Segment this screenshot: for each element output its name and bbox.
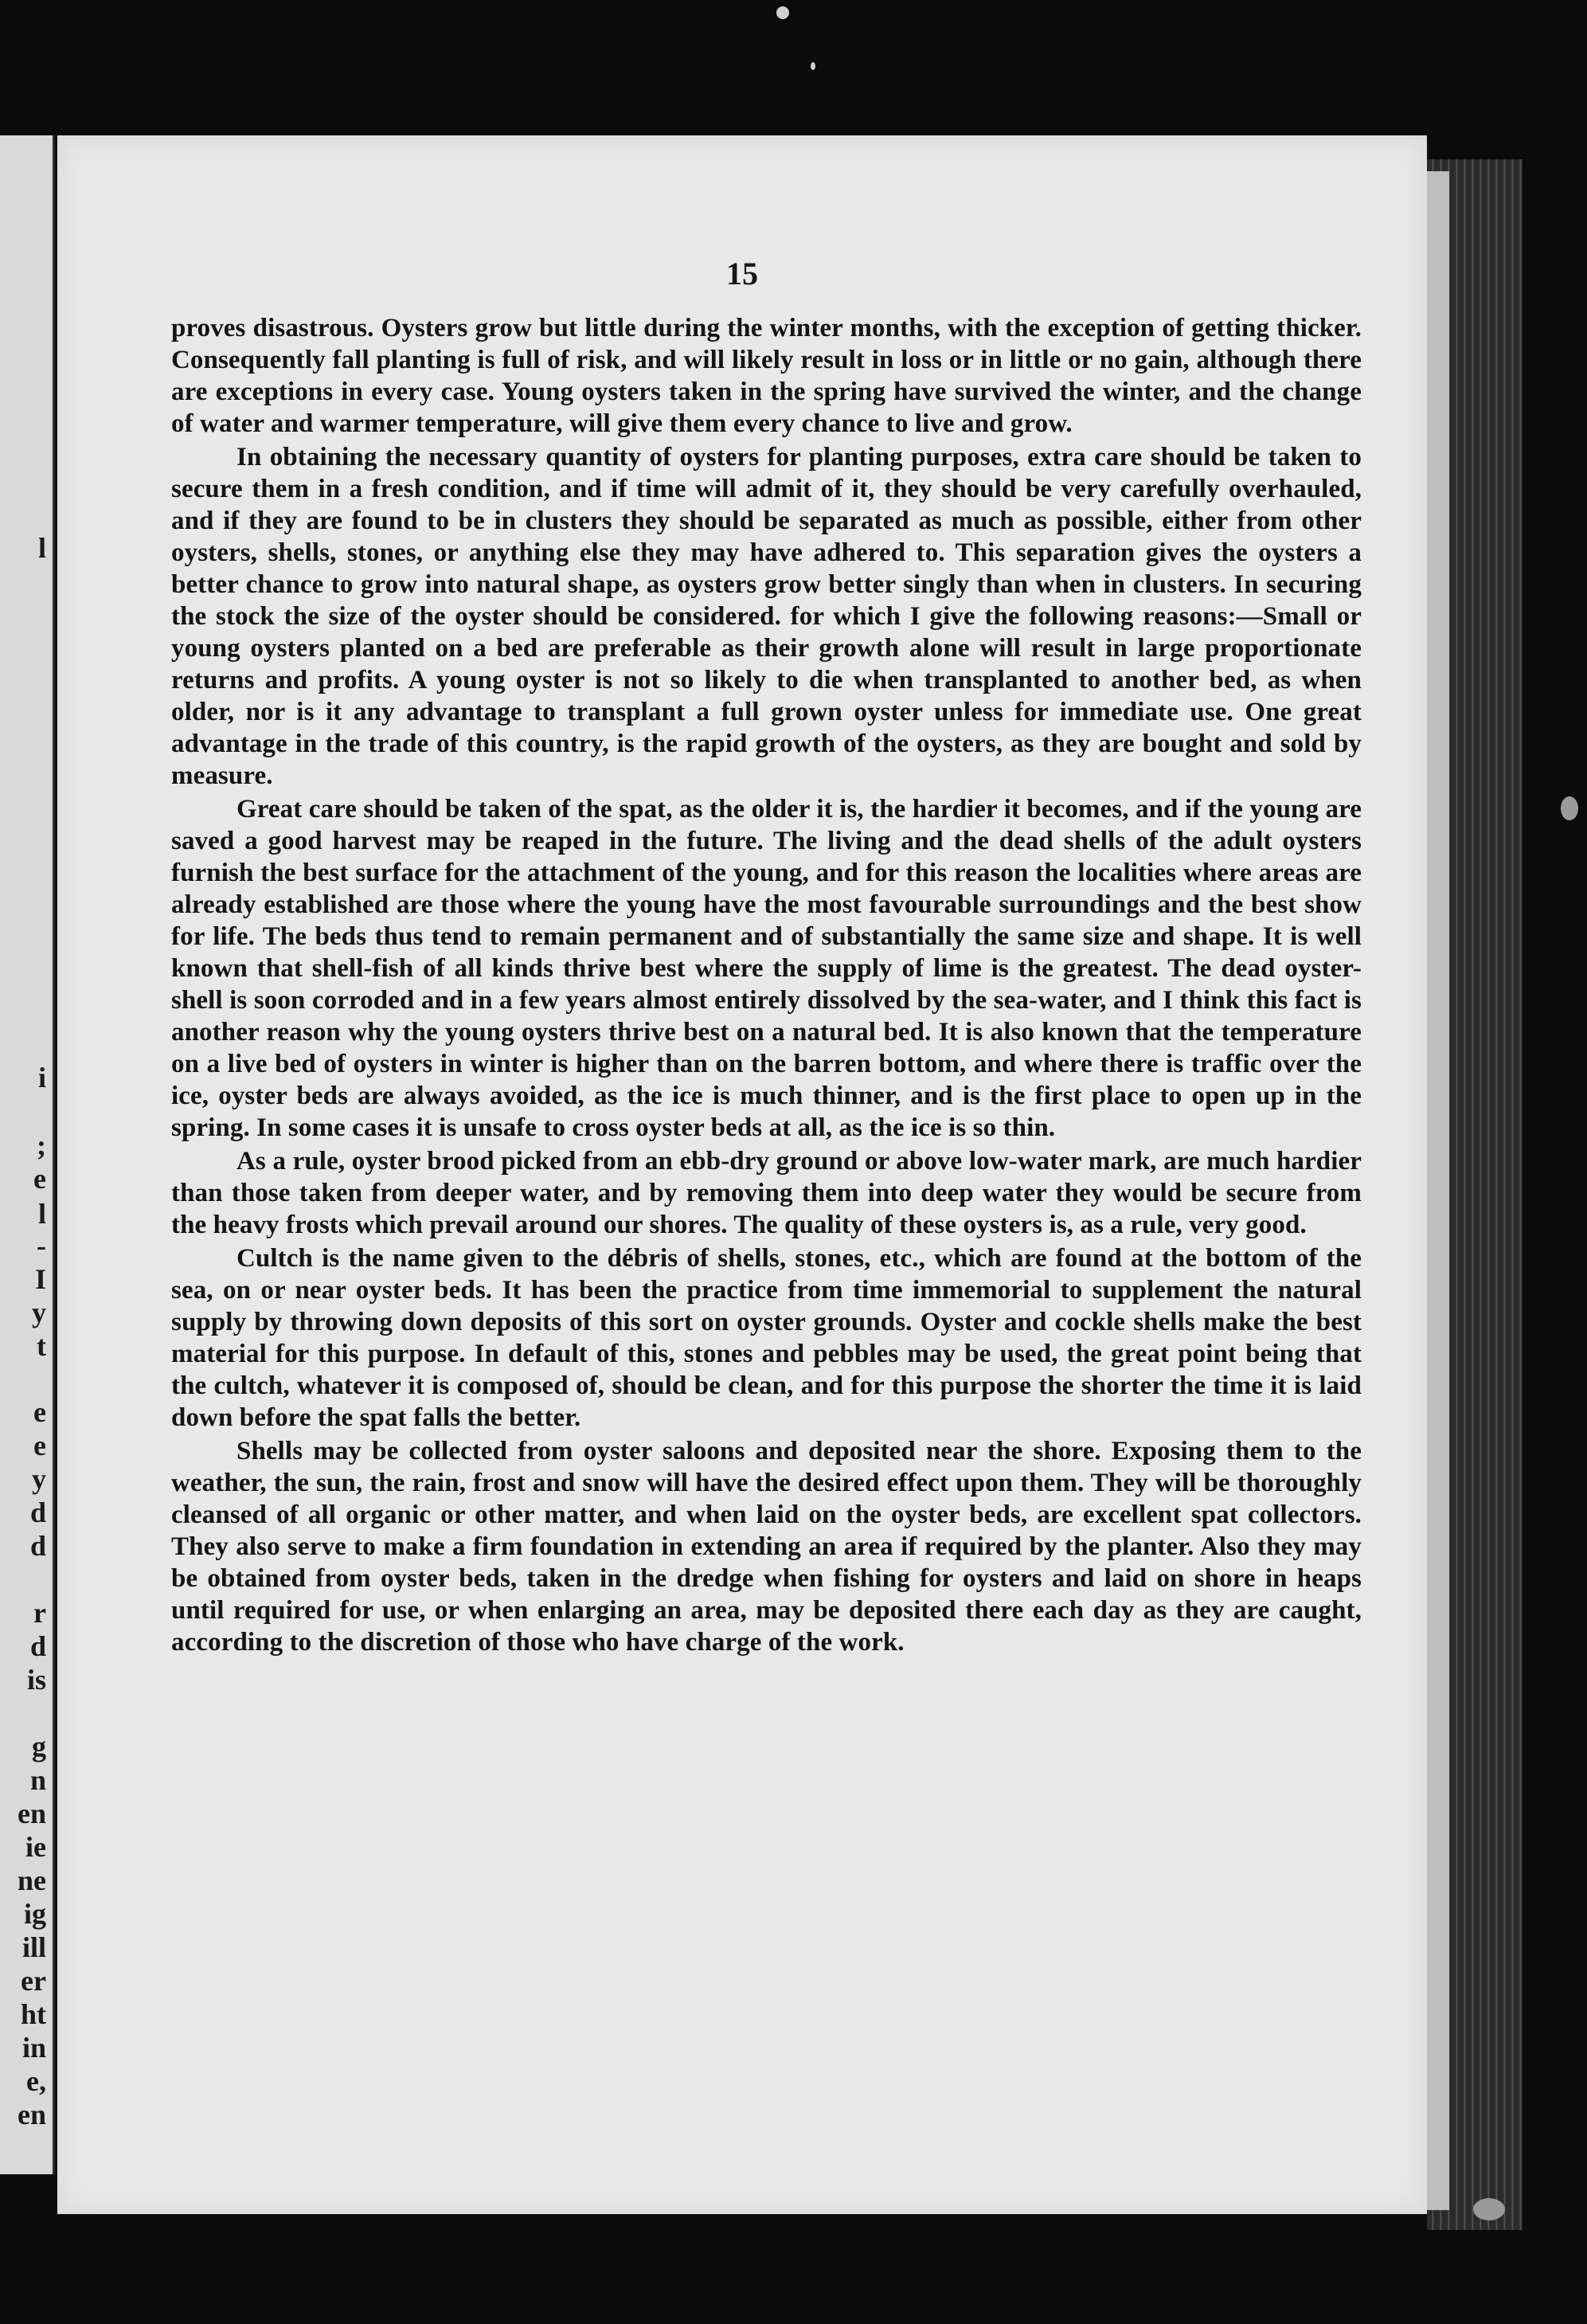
- left-page-fragment: -: [37, 1230, 46, 1262]
- left-page-fragment: d: [29, 1630, 46, 1662]
- left-page-fragment: d: [29, 1530, 46, 1562]
- scan-artifact: [776, 6, 789, 19]
- left-page-fragment: e,: [26, 2065, 46, 2097]
- adjacent-left-page: [0, 135, 55, 2174]
- left-page-fragment: i: [37, 1062, 46, 1094]
- paragraph: Shells may be collected from oyster saloons and deposited near the shore. Exposing them to the weather, the sun, the rain, frost and snow will have the desired effect upon them. They will be thoroughly cleansed of all organic or other matter, and when laid on the oyster beds, are excellent spat collectors. They also serve to make a firm foundation in extending an area if required by the planter. Also they may be obtained from oyster beds, taken in the dredge when fishing for oysters and laid on shore in heaps until required for use, or when enlarging an area, may be deposited there each day as they are caught, according to the discretion of those who have charge of the work.: [171, 1437, 1362, 1657]
- paragraph: As a rule, oyster brood picked from an ebb-dry ground or above low-water mark, are much hardier than those taken from deeper water, and by removing them into deep water they would be secure from the heavy frosts which prevail around our shores. The quality of these oysters is, as a rule, very good.: [171, 1147, 1362, 1239]
- left-page-fragment: r: [33, 1597, 46, 1629]
- paragraph: Great care should be taken of the spat, as the older it is, the hardier it becomes, and if the young are saved a good harvest may be reaped in the future. The living and the dead shells of the adult oysters furnish the best surface for the attachment of the young, and for this reason the localities where areas are already established are those where the young have the most favourable surroundings and the best show for life. The beds thus tend to remain permanent and of substantially the same size and shape. It is well known that shell-fish of all kinds thrive best where the supply of lime is the greatest. The dead oyster-shell is soon corroded and in a few years almost entirely dissolved by the sea-water, and I think this fact is another reason why the young oysters thrive best on a natural bed. It is also known that the temperature on a live bed of oysters in winter is higher than on the barren bottom, and where there is traffic over the ice, oyster beds are always avoided, as the ice is much thinner, and is the first place to open up in the spring. In some cases it is unsafe to cross oyster beds at all, as the ice is so thin.: [171, 795, 1362, 1142]
- left-page-fragment: t: [37, 1330, 46, 1362]
- paragraph: In obtaining the necessary quantity of oysters for planting purposes, extra care should be taken to secure them in a fresh condition, and if time will admit of it, they should be very carefully overhauled, and if they are found to be in clusters they should be separated as much as possible, either from other oysters, shells, stones, or anything else they may have adhered to. This separation gives the oysters a better chance to grow into natural shape, as oysters grow better singly than when in clusters. In securing the stock the size of the oyster should be considered. for which I give the following reasons:—Small or young oysters planted on a bed are preferable as their growth alone will result in large proportionate returns and profits. A young oyster is not so likely to die when transplanted to another bed, as when older, nor is it any advantage to transplant a full grown oyster unless for immediate use. One great advantage in the trade of this country, is the rapid growth of the oysters, as they are bought and sold by measure.: [171, 443, 1362, 790]
- left-page-fragment: en: [18, 2099, 46, 2130]
- left-page-fragment: y: [32, 1297, 46, 1328]
- left-page-fragment: ;: [37, 1129, 46, 1161]
- left-page-fragment: n: [29, 1764, 46, 1796]
- left-page-fragment: er: [21, 1965, 46, 1997]
- left-page-fragment: ne: [18, 1864, 46, 1896]
- book-page: [57, 135, 1427, 2214]
- scan-artifact: [1561, 796, 1578, 820]
- left-page-fragment: l: [37, 532, 46, 564]
- left-page-fragment: in: [21, 2032, 46, 2064]
- left-page-fragment: ill: [21, 1931, 46, 1963]
- left-page-fragment: I: [34, 1263, 46, 1295]
- page-body: [171, 312, 1362, 1660]
- page-number: 15: [726, 256, 758, 291]
- page-edge: [1425, 171, 1449, 2210]
- scan-artifact: [1473, 2198, 1505, 2220]
- left-page-fragment: is: [26, 1664, 46, 1696]
- left-page-fragment: ig: [23, 1898, 46, 1930]
- paragraph: Cultch is the name given to the débris of shells, stones, etc., which are found at the bottom of the sea, on or near oyster beds. It has been the practice from time immemorial to supplement the natural supply by throwing down deposits of this sort on oyster grounds. Oyster and cockle shells make the best material for this purpose. In default of this, stones and pebbles may be used, the great point being that the cultch, whatever it is composed of, should be clean, and for this purpose the shorter the time it is laid down before the spat falls the better.: [171, 1244, 1362, 1432]
- left-page-fragment: en: [18, 1798, 46, 1829]
- left-page-fragment: e: [33, 1163, 46, 1195]
- left-page-fragment: d: [29, 1497, 46, 1528]
- left-page-fragment: e: [33, 1430, 46, 1461]
- left-page-fragment: ie: [25, 1831, 46, 1863]
- left-page-fragment: l: [37, 1198, 46, 1230]
- scan-artifact: [811, 62, 815, 70]
- left-page-fragment: e: [33, 1396, 46, 1428]
- paragraph: proves disastrous. Oysters grow but little during the winter months, with the exception of getting thicker. Consequently fall planting is full of risk, and will likely result in loss or in little or no gain, although there are exceptions in every case. Young oysters taken in the spring have survived the winter, and the change of water and warmer temperature, will give them every chance to live and grow.: [171, 314, 1362, 438]
- left-page-fragment: ht: [20, 1998, 46, 2030]
- left-page-fragment: g: [32, 1731, 46, 1763]
- left-page-fragment: y: [32, 1463, 46, 1495]
